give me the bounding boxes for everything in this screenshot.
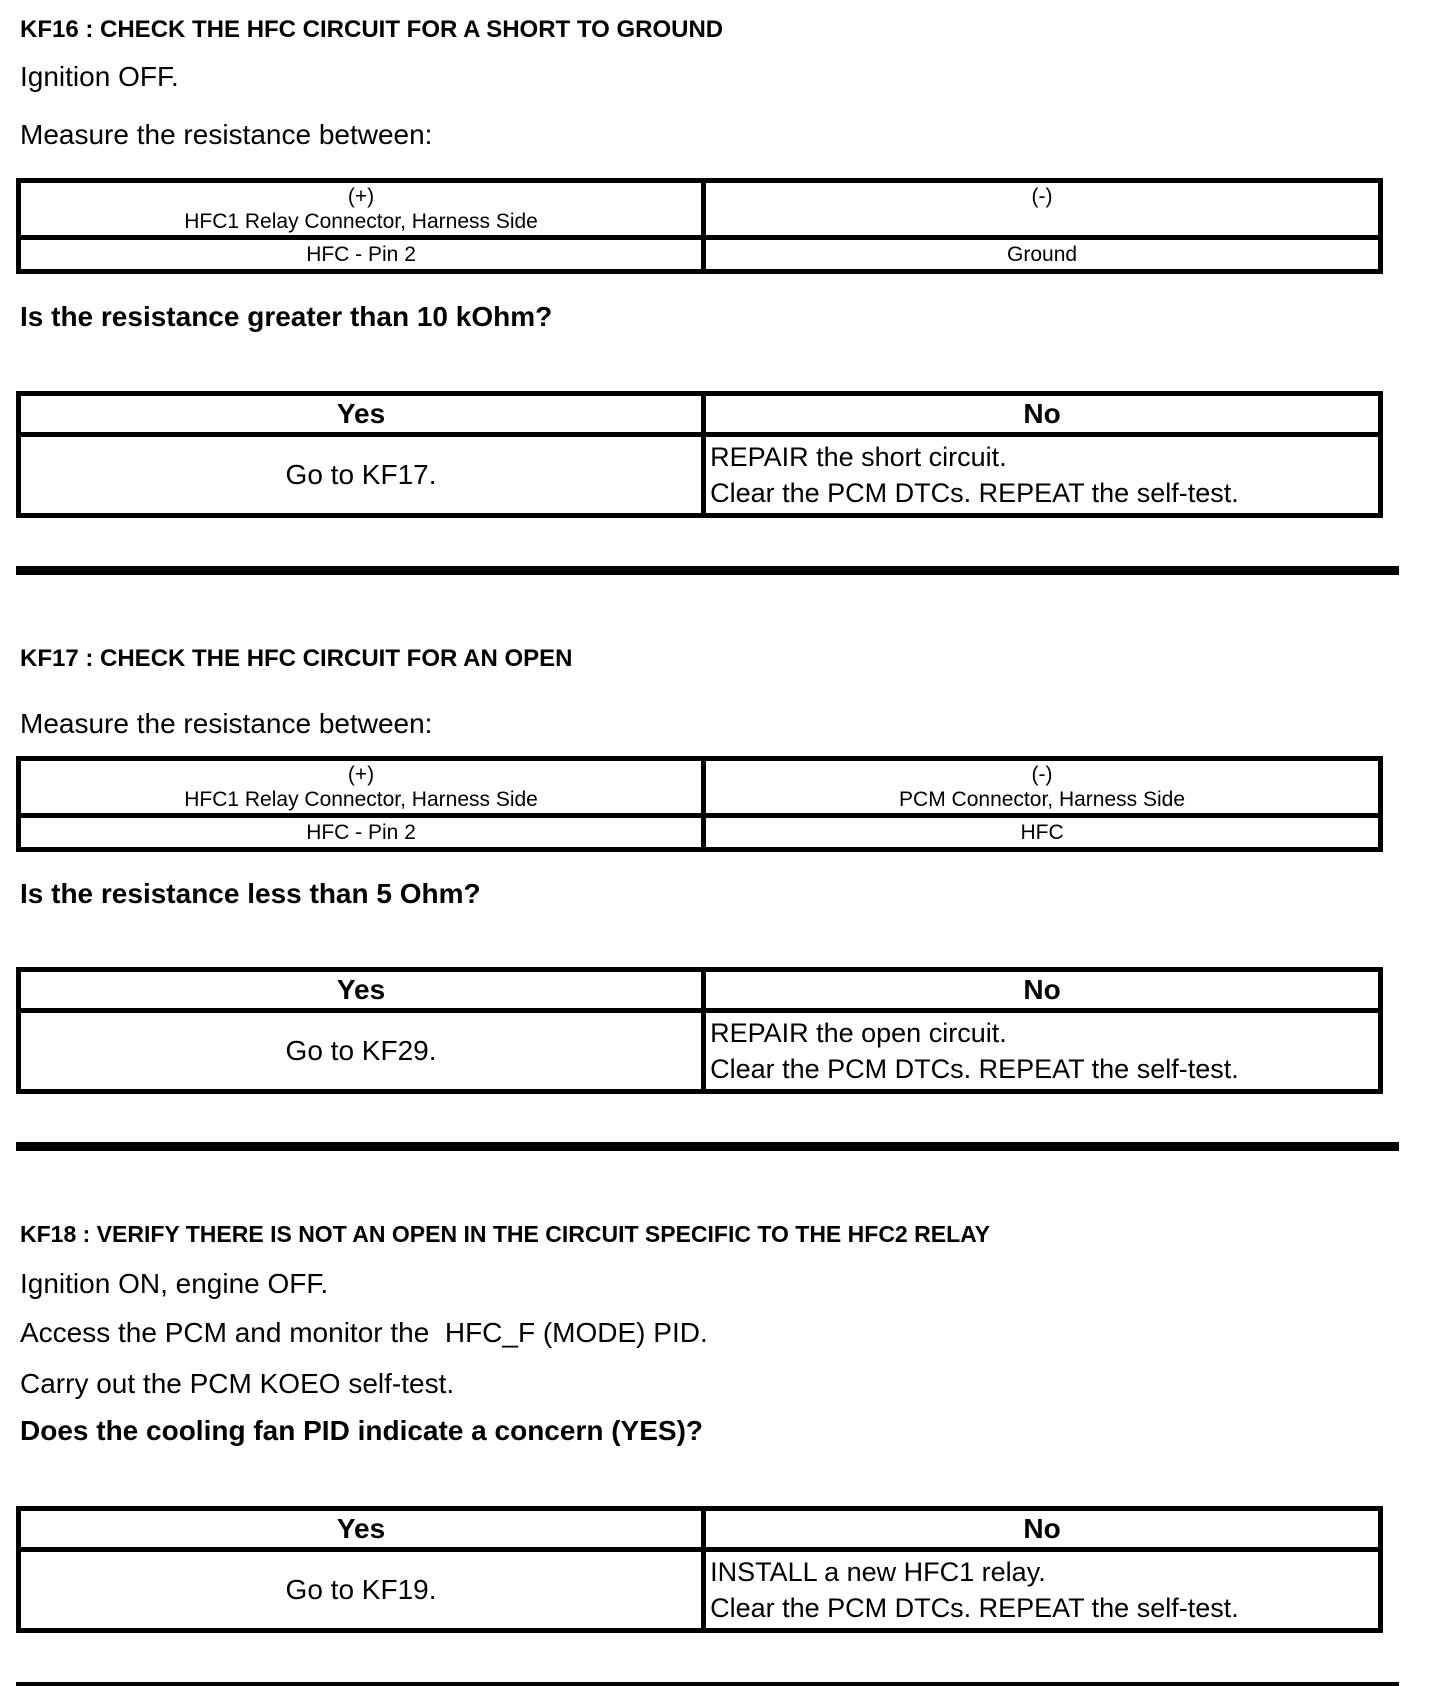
instruction-koeo-selftest: Carry out the PCM KOEO self-test. bbox=[20, 1368, 455, 1399]
yes-header-cell: Yes bbox=[19, 970, 704, 1011]
no-action-line: INSTALL a new HFC1 relay. bbox=[710, 1557, 1046, 1587]
measurement-table-kf16 bbox=[16, 178, 1383, 274]
yes-header-cell: Yes bbox=[19, 1509, 704, 1550]
no-action-line: Clear the PCM DTCs. REPEAT the self-test. bbox=[710, 478, 1239, 508]
instruction-measure-resistance: Measure the resistance between: bbox=[20, 708, 433, 739]
table-value-row bbox=[19, 238, 1381, 272]
decision-action-row bbox=[19, 1550, 1381, 1631]
measurement-table-kf17 bbox=[16, 756, 1383, 852]
negative-header-cell bbox=[704, 181, 1381, 238]
section-separator bbox=[16, 1682, 1399, 1686]
no-header-cell: No bbox=[704, 394, 1381, 435]
decision-header-row bbox=[19, 394, 1381, 435]
section-kf16 bbox=[16, 16, 1383, 575]
negative-polarity-label: (-) bbox=[1031, 185, 1053, 208]
decision-header-row bbox=[19, 1509, 1381, 1550]
decision-action-row bbox=[19, 435, 1381, 516]
no-action-line: Clear the PCM DTCs. REPEAT the self-test. bbox=[710, 1593, 1239, 1623]
step-heading-kf17: KF17 : CHECK THE HFC CIRCUIT FOR AN OPEN bbox=[20, 645, 573, 672]
table-value-row bbox=[19, 816, 1381, 850]
positive-connector-label: HFC1 Relay Connector, Harness Side bbox=[184, 788, 538, 811]
positive-connector-label: HFC1 Relay Connector, Harness Side bbox=[184, 210, 538, 233]
instruction-access-pcm: Access the PCM and monitor the HFC_F (MODE) PID. bbox=[20, 1317, 708, 1348]
positive-polarity-label: (+) bbox=[347, 763, 375, 786]
no-action-cell bbox=[704, 1011, 1381, 1092]
negative-connector-label: PCM Connector, Harness Side bbox=[899, 788, 1186, 811]
section-kf17 bbox=[16, 645, 1383, 1151]
decision-header-row bbox=[19, 970, 1381, 1011]
decision-table-kf18 bbox=[16, 1506, 1383, 1633]
negative-connector-label bbox=[708, 209, 1376, 234]
table-header-row bbox=[19, 181, 1381, 238]
no-action-line: REPAIR the short circuit. bbox=[710, 442, 1007, 472]
positive-header-cell bbox=[19, 181, 704, 238]
decision-action-row bbox=[19, 1011, 1381, 1092]
question-kf18: Does the cooling fan PID indicate a concern (YES)? bbox=[20, 1415, 704, 1446]
step-heading-kf16: KF16 : CHECK THE HFC CIRCUIT FOR A SHORT TO GROUND bbox=[20, 16, 724, 43]
yes-action-cell: Go to KF19. bbox=[19, 1550, 704, 1631]
decision-table-kf17 bbox=[16, 967, 1383, 1094]
negative-point-cell: Ground bbox=[704, 238, 1381, 272]
positive-header-cell bbox=[19, 759, 704, 816]
step-heading-kf18: KF18 : VERIFY THERE IS NOT AN OPEN IN THE CIRCUIT SPECIFIC TO THE HFC2 RELAY bbox=[20, 1221, 990, 1247]
yes-action-cell: Go to KF17. bbox=[19, 435, 704, 516]
positive-point-cell: HFC - Pin 2 bbox=[19, 238, 704, 272]
section-separator bbox=[16, 566, 1399, 575]
table-header-row bbox=[19, 759, 1381, 816]
question-kf16: Is the resistance greater than 10 kOhm? bbox=[20, 301, 553, 332]
no-action-line: Clear the PCM DTCs. REPEAT the self-test. bbox=[710, 1054, 1239, 1084]
instruction-ignition-on: Ignition ON, engine OFF. bbox=[20, 1268, 329, 1299]
section-separator bbox=[16, 1142, 1399, 1151]
no-header-cell: No bbox=[704, 1509, 1381, 1550]
section-kf18 bbox=[16, 1221, 1383, 1686]
instruction-ignition-off: Ignition OFF. bbox=[20, 61, 179, 92]
yes-header-cell: Yes bbox=[19, 394, 704, 435]
no-action-line: REPAIR the open circuit. bbox=[710, 1018, 1007, 1048]
yes-action-cell: Go to KF29. bbox=[19, 1011, 704, 1092]
positive-polarity-label: (+) bbox=[347, 185, 375, 208]
no-header-cell: No bbox=[704, 970, 1381, 1011]
decision-table-kf16 bbox=[16, 391, 1383, 518]
instruction-measure-resistance: Measure the resistance between: bbox=[20, 119, 433, 150]
negative-polarity-label: (-) bbox=[1031, 763, 1053, 786]
positive-point-cell: HFC - Pin 2 bbox=[19, 816, 704, 850]
no-action-cell bbox=[704, 435, 1381, 516]
no-action-cell bbox=[704, 1550, 1381, 1631]
negative-point-cell: HFC bbox=[704, 816, 1381, 850]
negative-header-cell bbox=[704, 759, 1381, 816]
question-kf17: Is the resistance less than 5 Ohm? bbox=[20, 878, 481, 909]
